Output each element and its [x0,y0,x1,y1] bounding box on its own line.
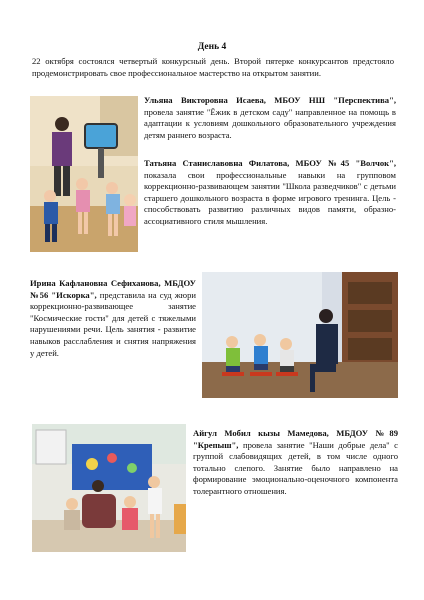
photo-floor-activity [32,424,186,552]
entry-mamedova-text: провела занятие "Наши добрые дела" с группой слабовидящих детей, в том числе одного тотально слепого. Занятие было направлено на формирование эмоционально-оценочного компонента толерантного отношения. [193,439,398,496]
entry-mamedova [193,428,398,498]
entry-filatova-name: Татьяна Станиславовна Филатова, МБОУ №45 "Волчок", [144,158,396,168]
entry-mamedova-name: Айгул Мобил кызы Мамедова, МБДОУ №89 "Крепыш", [193,428,398,450]
photo-interactive-whiteboard [30,96,138,252]
page-title: День 4 [197,42,227,52]
photo-group-session [202,272,398,398]
entry-sefikhanova [30,278,196,359]
entry-filatova-text: показала свои профессиональные навыки на групповом коррекционно-развивающем занятии "Школа разведчиков" с детьми старшего дошкольного возраста в форме игрового тренинга. Цель - способствовать развитию различных видов памяти, образно-ассоциативного стиля мышления. [144,169,396,226]
entry-sefikhanova-text: представила на суд жюри коррекционно-развивающее занятие "Космические гости" для детей с тяжелыми нарушениями речи. Цель занятия - развитие навыков расслабления и снятия напряжения у детей. [30,289,196,358]
intro-paragraph: 22 октября состоялся четвертый конкурсный день. Второй пятерке конкурсантов предстояло продемонстрировать свое профессиональное мастерство на открытом занятии. [32,56,394,78]
entry-isaeva-name: Ульяна Викторовна Исаева, МБОУ НШ "Перспектива", [144,95,396,105]
entry-isaeva-text: провела занятие "Ёжик в детском саду" направленное на помощь в адаптации к условиям дошкольного образовательного учреждения детям раннего возраста. [144,106,396,140]
entry-sefikhanova-name: Ирина Кафлановна Сефиханова, МБДОУ №56 "Искорка", [30,278,196,300]
entry-isaeva [144,95,396,141]
entry-filatova [144,158,396,228]
